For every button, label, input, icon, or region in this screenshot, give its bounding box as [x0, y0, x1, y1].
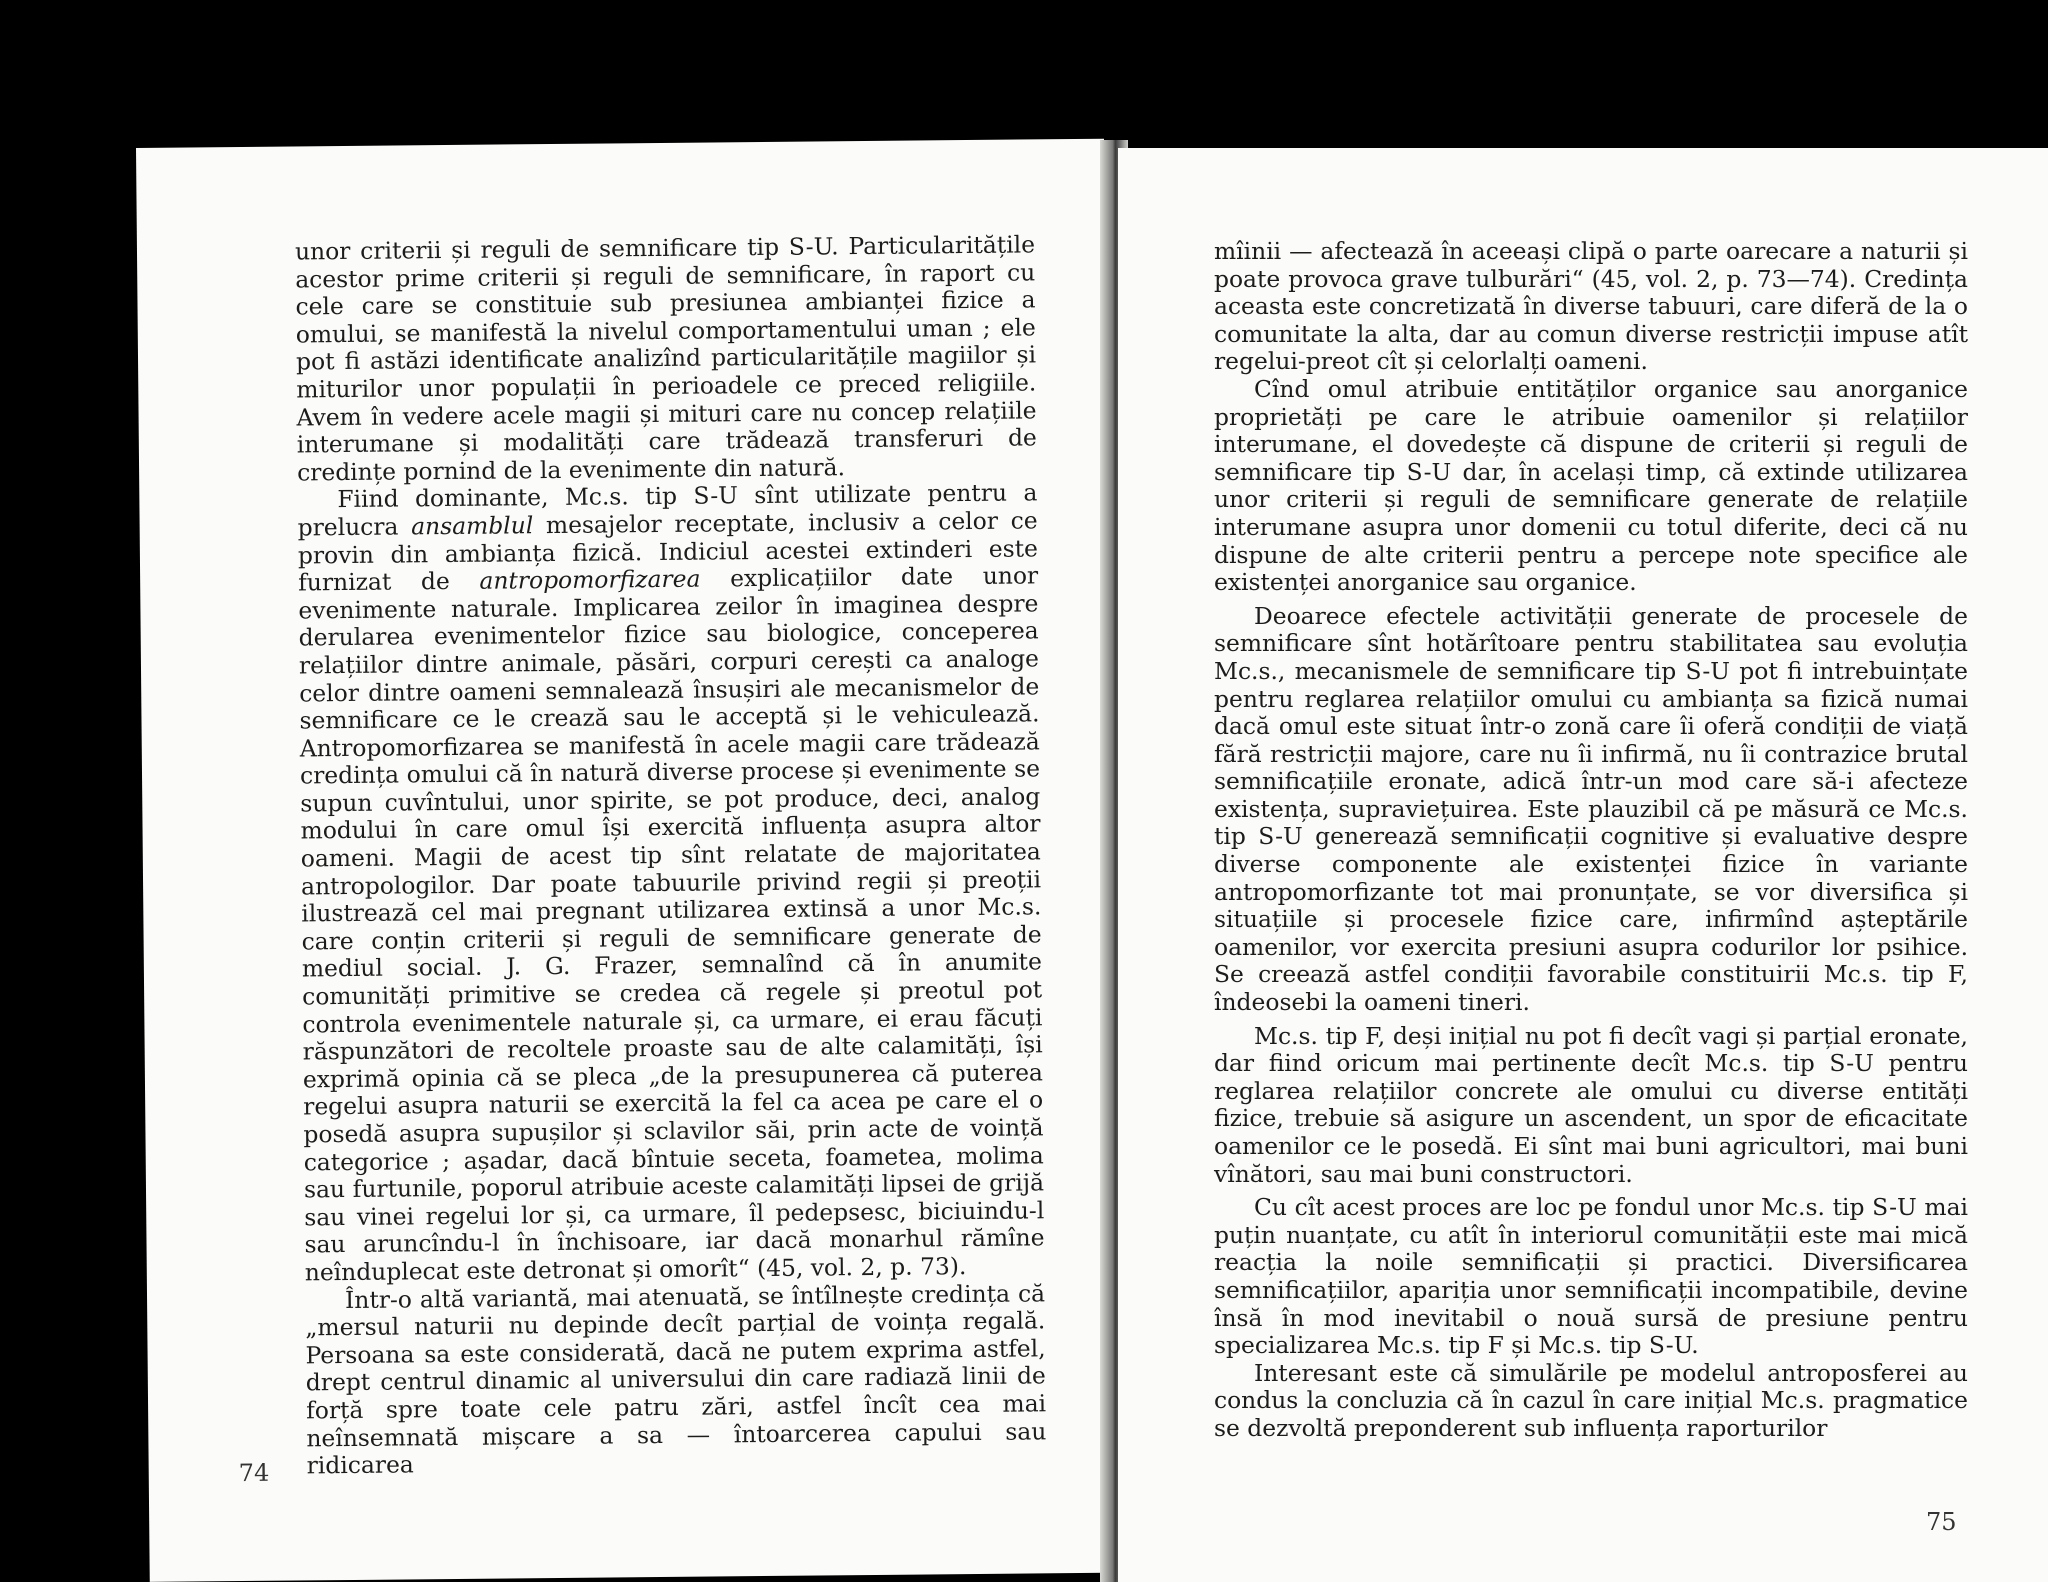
- paragraph: [297, 480, 1045, 1287]
- paragraph-text: Într-o altă variantă, mai atenuată, se întîlnește credința că „mersul naturii nu depinde decît parțial de voința regală. Persoana sa este considerată, dacă ne putem exprima astfel, drept centrul dinamic al universului din care radiază linii de forță spre toate cele patru zări, astfel încît cea mai neînsemnată mișcare a sa — întoarcerea capului sau ridicarea: [305, 1278, 1047, 1480]
- paragraph-text: Fiind dominante, Mc.s. tip S-U sînt utilizate pentru a prelucra: [297, 478, 1038, 542]
- paragraph: [1214, 1194, 1968, 1360]
- paragraph-text: unor criterii și reguli de semnificare tip S-U. Particularitățile acestor prime criterii și reguli de semnificare, în raport cu cele care se constituie sub presiunea ambianței fizice a omului, se manifestă la nivelul comportamentului uman ; ele pot fi astăzi identificate analizînd particularitățile magiilor și miturilor unor populații în perioadele ce preced religiile. Avem în vedere acele magii și mituri care nu concep relațiile interumane și modalități care trădează transferuri de credințe pornind de la evenimente din natură.: [294, 230, 1037, 487]
- paragraph: [1214, 1023, 1968, 1189]
- paragraph: [295, 231, 1037, 486]
- left-page: [136, 139, 1118, 1582]
- paragraph-text: mesajelor receptate, inclusiv a celor ce provin din ambianța fizică. Indiciul acestei extinderi este furnizat de: [297, 506, 1039, 597]
- paragraph-text: Cu cît acest proces are loc pe fondul unor Mc.s. tip S-U mai puțin nuanțate, cu atît în interiorul comunității este mai mică reacția la noile semnificații și practici. Diversificarea semnificațiilor, apariția unor semnificații incompatibile, devine însă în mod inevitabil o nouă sursă de presiune pentru specializarea Mc.s. tip F și Mc.s. tip S-U.: [1214, 1193, 1968, 1360]
- paragraph: [305, 1280, 1047, 1480]
- paragraph: [1214, 238, 1968, 376]
- paragraph: [1214, 1360, 1968, 1443]
- paragraph-text: explicațiilor date unor evenimente naturale. Implicarea zeilor în imaginea despre derularea evenimentelor fizice sau biologice, conceperea relațiilor dintre animale, păsări, corpuri cerești ca analoge celor dintre oameni semnalează însușiri ale mecanismelor de semnificare ce le crează sau le acceptă și le vehiculează. Antropomorfizarea se manifestă în acele magii care trădează credința omului că în natură diverse procese și evenimente se supun cuvîntului, unor spirite, se pot produce, deci, analog modului în care omul își exercită influența asupra altor oameni. Magii de acest tip sînt relatate de majoritatea antropologilor. Dar poate tabuurile privind regii și preoții ilustrează cel mai pregnant utilizarea extinsă a unor Mc.s. care conțin criterii și reguli de semnificare generate de mediul social. J. G. Frazer, semnalînd că în anumite comunități primitive se credea că regele și preotul pot controla evenimentele naturale și, ca urmare, ei erau făcuți răspunzători de recoltele proaste sau de alte calamități, își exprimă opinia că se pleca „de la presupunerea că puterea regelui asupra naturii se exercită la fel ca acea pe care el o posedă asupra supușilor și sclavilor săi, prin acte de voință categorice ; așadar, dacă bîntuie seceta, foametea, molima sau furtunile, poporul atribuie aceste calamități lipsei de grijă sau vinei regelui lor și, ca urmare, îl pedepsesc, biciuindu-l sau aruncîndu-l în închisoare, iar dacă monarhul rămîne neînduplecat este detronat și omorît“ (45, vol. 2, p. 73).: [298, 561, 1045, 1287]
- paragraph: [1214, 376, 1968, 597]
- right-page-text: [1214, 238, 1968, 1443]
- left-page-number: 74: [238, 1458, 270, 1488]
- paragraph: [1214, 603, 1968, 1017]
- paragraph-text: mîinii — afectează în aceeași clipă o parte oarecare a naturii și poate provoca grave tulburări“ (45, vol. 2, p. 73—74). Credința aceasta este concretizată în diverse tabuuri, care diferă de la o comunitate la alta, dar au comun diverse restricții impuse atît regelui-preot cît și celorlalți oameni.: [1214, 237, 1968, 376]
- paragraph-text: Mc.s. tip F, deși inițial nu pot fi decît vagi și parțial eronate, dar fiind oricum mai pertinente decît Mc.s. tip S-U pentru reglarea relațiilor concrete ale omului cu diverse entități fizice, trebuie să asigure un ascendent, un spor de eficacitate oamenilor ce le posedă. Ei sînt mai buni agricultori, mai buni vînători, sau mai buni constructori.: [1214, 1021, 1968, 1188]
- paragraph-text: Interesant este că simulările pe modelul antroposferei au condus la concluzia că în cazul în care inițial Mc.s. pragmatice se dezvoltă preponderent sub influența raporturilor: [1214, 1358, 1968, 1442]
- italic-term: ansamblul: [410, 511, 534, 541]
- paragraph-text: Deoarece efectele activității generate de procesele de semnificare sînt hotărîtoare pentru stabilitatea sau evoluția Mc.s., mecanismele de semnificare tip S-U pot fi intrebuințate pentru reglarea relațiilor omului cu ambianța sa fizică numai dacă omul este situat într-o zonă care îi oferă condiții de viață fără restricții majore, care nu îi infirmă, nu îi contrazice brutal semnificațiile eronate, adică într-un mod care să-i afecteze existența, supraviețuirea. Este plauzibil că pe măsură ce Mc.s. tip S-U generează semnificații cognitive și evaluative despre diverse componente ale existenței fizice în variante antropomorfizante tot mai pronunțate, se vor diversifica și situațiile și procesele fizice care, infirmînd așteptările oamenilor, vor exercita presiuni asupra codurilor lor psihice. Se creează astfel condiții favorabile constituirii Mc.s. tip F, îndeosebi la oameni tineri.: [1214, 601, 1968, 1017]
- right-page: [1118, 148, 2048, 1582]
- paragraph-text: Cînd omul atribuie entităților organice sau anorganice proprietăți pe care le atribuie oamenilor și relațiilor interumane, el dovedește că dispune de criterii și reguli de semnificare tip S-U dar, în același timp, că extinde utilizarea unor criterii și reguli de semnificare generate de relațiile interumane asupra unor domenii cu totul diferite, deci că nu dispune de alte criterii pentru a percepe note specifice ale existenței anorganice sau organice.: [1214, 374, 1968, 597]
- italic-term: antropomorfizarea: [479, 564, 701, 595]
- right-page-number: 75: [1926, 1508, 1957, 1536]
- left-page-text: [295, 231, 1047, 1480]
